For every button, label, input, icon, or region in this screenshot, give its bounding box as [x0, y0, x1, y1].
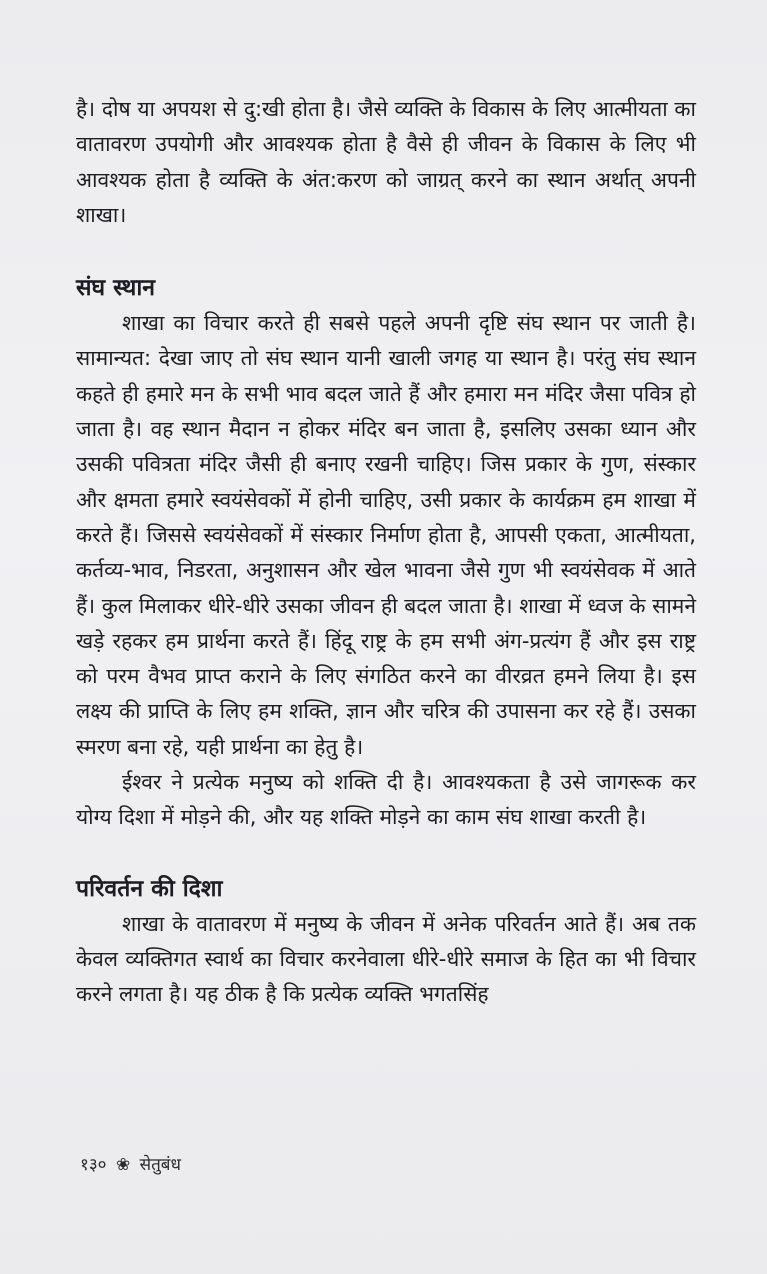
page-number: १३० [80, 1155, 107, 1175]
book-title: सेतुबंध [139, 1155, 181, 1175]
flower-separator-icon: ❀ [115, 1155, 131, 1175]
page-footer [80, 1153, 181, 1177]
paragraph-continuation: है। दोष या अपयश से दु:खी होता है। जैसे व्यक्ति के विकास के लिए आत्मीयता का वातावरण उपयोगी और आवश्यक होता है वैसे ही जीवन के विकास के लिए भी आवश्यक होता है व्यक्ति के अंत:करण को जाग्रत् करने का स्थान अर्थात् अपनी शाखा। [76, 97, 696, 227]
paragraph-ishwar-shakti: ईश्वर ने प्रत्येक मनुष्य को शक्ति दी है। आवश्यकता है उसे जागरूक कर योग्य दिशा में मोड़ने की, और यह शक्ति मोड़ने का काम संघ शाखा करती है। [76, 770, 696, 830]
paragraph-parivartan: शाखा के वातावरण में मनुष्य के जीवन में अनेक परिवर्तन आते हैं। अब तक केवल व्यक्तिगत स्वार्थ का विचार करनेवाला धीरे-धीरे समाज के हित का भी विचार करने लगता है। यह ठीक है कि प्रत्येक व्यक्ति भगतसिंह [76, 911, 696, 1007]
section-heading-parivartan: परिवर्तन की दिशा [76, 875, 223, 902]
paragraph-sangh-sthan: शाखा का विचार करते ही सबसे पहले अपनी दृष्टि संघ स्थान पर जाती है। सामान्यत: देखा जाए तो संघ स्थान यानी खाली जगह या स्थान है। परंतु संघ स्थान कहते ही हमारे मन के सभी भाव बदल जाते हैं और हमारा मन मंदिर जैसा पवित्र हो जाता है। वह स्थान मैदान न होकर मंदिर बन जाता है, इसलिए उसका ध्यान और उसकी पवित्रता मंदिर जैसी ही बनाए रखनी चाहिए। जिस प्रकार के गुण, संस्कार और क्षमता हमारे स्वयंसेवकों में होनी चाहिए, उसी प्रकार के कार्यक्रम हम शाखा में करते हैं। जिससे स्वयंसेवकों में संस्कार निर्माण होता है, आपसी एकता, आत्मीयता, कर्तव्य-भाव, निडरता, अनुशासन और खेल भावना जैसे गुण भी स्वयंसेवक में आते हैं। कुल मिलाकर धीरे-धीरे उसका जीवन ही बदल जाता है। शाखा में ध्वज के सामने खड़े रहकर हम प्रार्थना करते हैं। हिंदू राष्ट्र के हम सभी अंग-प्रत्यंग हैं और इस राष्ट्र को परम वैभव प्राप्त कराने के लिए संगठित करने का वीरव्रत हमने लिया है। इस लक्ष्य की प्राप्ति के लिए हम शक्ति, ज्ञान और चरित्र की उपासना कर रहे हैं। उसका स्मरण बना रहे, यही प्रार्थना का हेतु है। [76, 311, 696, 759]
page-body [76, 92, 696, 1013]
section-heading-sangh-sthan: संघ स्थान [76, 275, 156, 302]
